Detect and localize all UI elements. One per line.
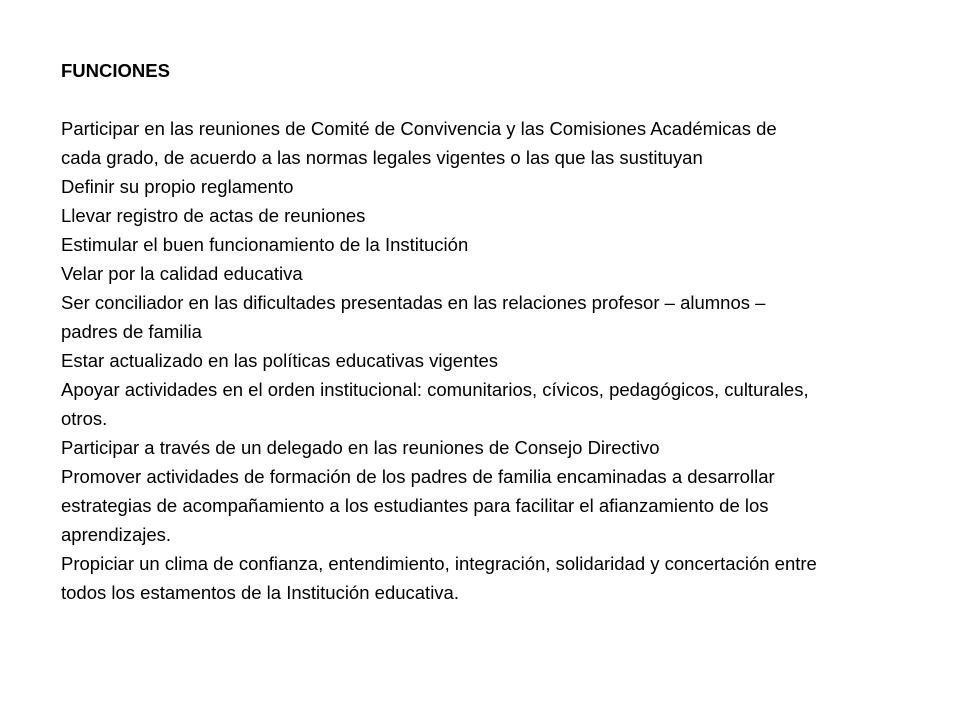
function-item: Llevar registro de actas de reuniones bbox=[61, 205, 366, 226]
section-title: FUNCIONES bbox=[61, 60, 170, 81]
function-item: Definir su propio reglamento bbox=[61, 176, 294, 197]
text-body bbox=[61, 56, 821, 607]
blank-line bbox=[61, 85, 821, 114]
function-item: Estar actualizado en las políticas educativas vigentes bbox=[61, 350, 499, 371]
function-item: Propiciar un clima de confianza, entendimiento, integración, solidaridad y concertación entre todos los estamentos de la Institución educativa. bbox=[61, 553, 817, 603]
function-item: Estimular el buen funcionamiento de la Institución bbox=[61, 234, 469, 255]
function-item: Promover actividades de formación de los padres de familia encaminadas a desarrollar estrategias de acompañamiento a los estudiantes para facilitar el afianzamiento de los aprendizajes. bbox=[61, 466, 775, 545]
function-item: Ser conciliador en las dificultades presentadas en las relaciones profesor – alumnos – padres de familia bbox=[61, 292, 766, 342]
function-item: Participar a través de un delegado en las reuniones de Consejo Directivo bbox=[61, 437, 660, 458]
function-item: Apoyar actividades en el orden institucional: comunitarios, cívicos, pedagógicos, culturales, otros. bbox=[61, 379, 809, 429]
function-item: Participar en las reuniones de Comité de Convivencia y las Comisiones Académicas de cada grado, de acuerdo a las normas legales vigentes o las que las sustituyan bbox=[61, 118, 777, 168]
function-item: Velar por la calidad educativa bbox=[61, 263, 303, 284]
